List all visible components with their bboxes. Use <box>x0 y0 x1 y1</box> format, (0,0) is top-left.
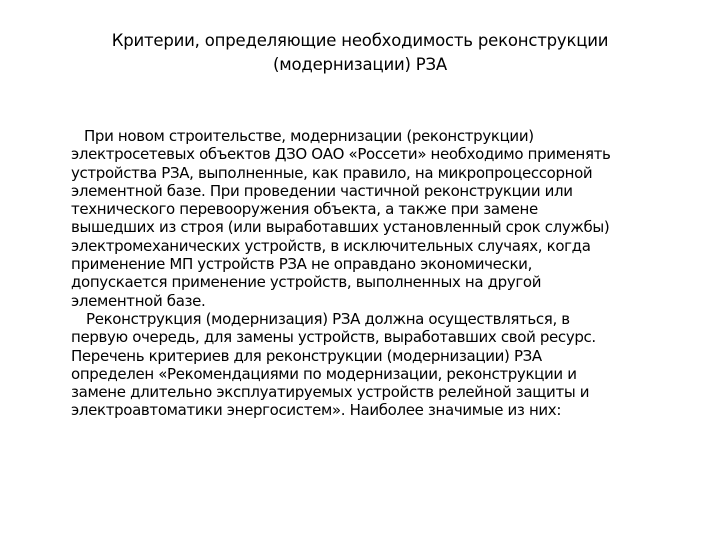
slide-title <box>70 29 650 77</box>
body-text <box>71 127 681 420</box>
paragraph-2-line-5: замене длительно эксплуатируемых устройств релейной защиты и <box>71 383 590 402</box>
paragraph-2-line-3: Перечень критериев для реконструкции (модернизации) РЗА <box>71 346 542 365</box>
paragraph-2-line-2: первую очередь, для замены устройств, выработавших свой ресурс. <box>71 328 596 347</box>
paragraph-2-line-4: определен «Рекомендациями по модернизации, реконструкции и <box>71 364 577 383</box>
paragraph-1-line-5: технического перевооружения объекта, а также при замене <box>71 200 538 219</box>
paragraph-1-line-1: При новом строительстве, модернизации (реконструкции) <box>84 127 534 145</box>
paragraph-1-line-10: элементной базе. <box>71 291 206 310</box>
paragraph-1-line-4: элементной базе. При проведении частичной реконструкции или <box>71 181 573 200</box>
paragraph-1-line-6: вышедших из строя (или выработавших установленный срок службы) <box>71 218 610 237</box>
paragraph-1-line-7: электромеханических устройств, в исключительных случаях, когда <box>71 236 591 255</box>
paragraph-1-line-9: допускается применение устройств, выполненных на другой <box>71 273 542 292</box>
paragraph-2-line-1: Реконструкция (модернизация) РЗА должна осуществляться, в <box>86 309 570 328</box>
paragraph-1-line-8: применение МП устройств РЗА не оправдано экономически, <box>71 255 532 274</box>
paragraph-2-line-6: электроавтоматики энергосистем». Наиболее значимые из них: <box>71 401 562 420</box>
paragraph-1-line-2: электросетевых объектов ДЗО ОАО «Россети» необходимо применять <box>71 145 611 164</box>
paragraph-1-line-3: устройства РЗА, выполненные, как правило, на микропроцессорной <box>71 163 593 182</box>
title-line-2: (модернизации) РЗА <box>273 55 447 74</box>
title-line-1: Критерии, определяющие необходимость реконструкции <box>111 31 609 50</box>
